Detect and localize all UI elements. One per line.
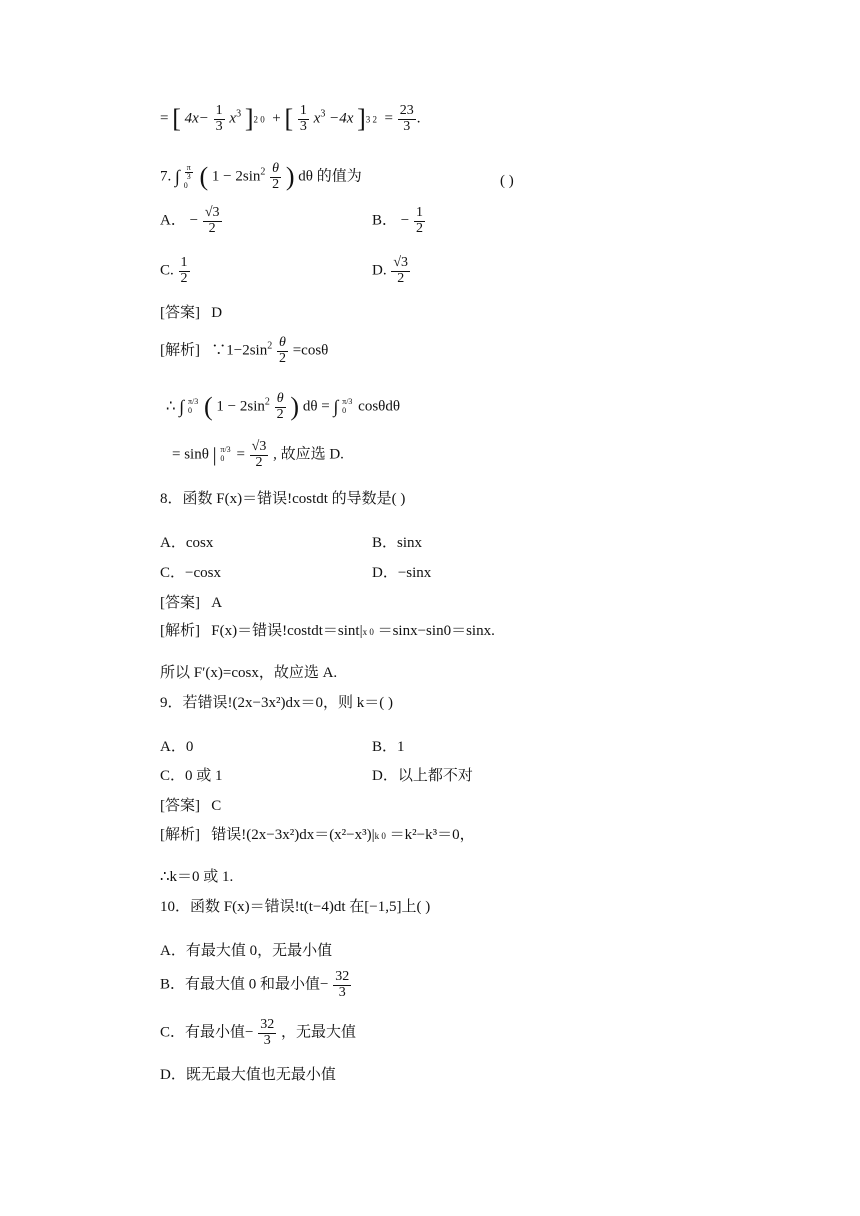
analysis-line-2 [166,392,400,422]
integrand: 1 − 2sin [211,168,261,185]
option-b: B．sinx [372,535,423,551]
expression: dθ = [302,398,330,415]
option-label: D. [372,262,387,279]
option-c: C．−cosx [160,565,221,581]
denominator: 2 [415,220,423,236]
question-text: 的值为 [316,168,362,185]
term: x [313,110,321,127]
numerator: θ [272,161,280,176]
denominator: 2 [208,220,216,236]
numerator: √3 [393,255,409,270]
integral-sign: ∫ [333,396,339,417]
expression: ＝k²−k³＝0， [389,827,475,843]
numerator: 1 [215,103,223,118]
denominator: 2 [397,270,405,286]
analysis-label: [解析] [160,623,200,639]
left-bracket: [ [284,104,294,134]
limits: 2 0 [253,114,265,125]
numerator: 23 [399,103,414,118]
minus-sign: − [189,212,199,229]
therefore-sign: ∴ [166,398,176,415]
integral-limits [184,164,194,191]
evaluation-bar: | [212,444,217,467]
question-number: 7. [160,168,172,185]
integral-sign: ∫ [179,396,185,417]
analysis-line-3 [172,440,344,470]
numerator: 32 [335,969,350,984]
question-10: 10．函数 F(x)＝错误!t(t−4)dt 在[−1,5]上( ) [160,899,431,915]
answer-value: D [211,305,223,321]
answer-paren: ( ) [500,173,514,189]
option-b [160,970,352,1000]
option-label: C. [160,262,174,279]
integrand: cosθdθ [358,398,401,415]
denominator: 2 [255,454,263,470]
evaluation-limits [220,446,230,464]
option-d: D．既无最大值也无最小值 [160,1067,336,1083]
exponent: 3 [236,108,242,120]
fraction [298,104,309,134]
period: . [416,110,421,127]
right-paren: ) [290,392,300,422]
analysis-line [160,826,475,844]
expression: 错误!(2x−3x²)dx＝(x²−x³)| [211,827,375,843]
option-label: B． [372,212,398,229]
exponent: 2 [267,340,273,352]
fraction [275,392,286,422]
answer-label: [答案] [160,305,200,321]
upper-limit: π/3 [220,445,231,455]
term: −4x [329,110,354,127]
option-text: B．有最大值 0 和最小值− [160,976,329,993]
option-d: D．以上都不对 [372,768,473,784]
fraction [203,206,222,236]
question-8: 8．函数 F(x)＝错误!costdt 的导数是( ) [160,491,406,507]
denominator: 3 [403,118,411,134]
answer-line [160,594,222,612]
numerator: √3 [204,205,220,220]
option-a: A．cosx [160,535,214,551]
integral-sign: ∫ [175,166,180,187]
answer-label: [答案] [160,595,200,611]
equals-sign: = [160,110,169,127]
expression: F(x)＝错误!costdt＝sint| [211,623,363,639]
left-paren: ( [199,162,209,192]
option-d [372,256,411,286]
denominator: 2 [180,270,188,286]
denominator: 3 [338,984,346,1000]
option-d: D．−sinx [372,565,432,581]
limits: x 0 [362,627,374,637]
lower-limit: 0 [220,454,225,464]
option-c [160,256,191,286]
fraction [270,162,281,192]
denominator: 3 [299,118,307,134]
numerator: π [186,162,191,172]
answer-line [160,304,222,322]
upper-limit: π/3 [187,397,199,407]
fraction [214,104,225,134]
analysis-line-1 [160,336,328,366]
denominator: 3 [215,118,223,134]
answer-line [160,797,221,815]
question-7 [160,162,362,192]
analysis-line [160,622,495,640]
denominator: 2 [276,406,284,422]
integral-limits [342,398,352,416]
conclusion: ∴k＝0 或 1. [160,869,234,885]
answer-value: A [211,595,223,611]
option-a: A．0 [160,739,194,755]
fraction [333,970,351,1000]
numerator: 1 [299,103,307,118]
denominator: 2 [272,176,280,192]
fraction [250,440,269,470]
term: x [229,110,237,127]
numerator: θ [279,335,286,350]
answer-label: [答案] [160,798,200,814]
expression: ∵1−2sin [211,342,268,359]
exponent: 2 [264,396,270,408]
option-label: A． [160,212,186,229]
limits: k 0 [374,831,386,841]
integral-limits [188,398,198,416]
conclusion: 所以 F′(x)=cosx，故应选 A. [160,665,338,681]
option-text: C．有最小值− [160,1024,254,1041]
expression: = sinθ [172,446,209,463]
numerator: √3 [251,439,267,454]
exponent: 2 [260,166,266,178]
right-bracket: ] [244,104,254,134]
minus-sign: − [400,212,410,229]
answer-value: C [211,798,222,814]
denominator: 3 [186,172,191,182]
upper-limit: π/3 [342,397,353,407]
lower-limit: 0 [183,180,188,190]
numerator: 1 [180,255,188,270]
option-b: B．1 [372,739,405,755]
term: 4x− [184,110,209,127]
denominator: 2 [278,350,286,366]
fraction [179,256,190,286]
right-bracket: ] [357,104,366,134]
exponent: 3 [320,108,326,120]
option-c: C．0 或 1 [160,768,223,784]
upper-limit [185,164,193,182]
numerator: 1 [415,205,423,220]
plus-sign: + [272,110,281,127]
option-b [372,206,426,236]
option-a: A．有最大值 0，无最小值 [160,943,333,959]
fraction [391,256,410,286]
fraction [277,336,288,366]
equation-line-0 [160,104,421,134]
question-9: 9．若错误!(2x−3x²)dx＝0，则 k＝( ) [160,695,393,711]
limits: 3 2 [365,114,378,125]
differential: dθ [298,168,313,185]
expression: , 故应选 D. [273,446,344,463]
left-paren: ( [204,392,213,422]
denominator: 3 [263,1032,271,1048]
analysis-label: [解析] [160,342,200,359]
option-text: ，无最大值 [280,1024,356,1041]
expression: ＝sinx−sin0＝sinx. [377,623,495,639]
lower-limit: 0 [342,406,347,416]
equals-sign: = [236,446,245,463]
analysis-label: [解析] [160,827,200,843]
numerator: 32 [260,1017,275,1032]
option-c [160,1018,356,1048]
equals-sign: = [384,110,393,127]
integrand: 1 − 2sin [216,398,265,415]
option-a [160,206,223,236]
lower-limit: 0 [187,406,192,416]
expression: =cosθ [292,342,329,359]
left-bracket: [ [172,104,181,134]
numerator: θ [276,391,284,406]
fraction [414,206,425,236]
fraction [398,104,416,134]
fraction [258,1018,276,1048]
right-paren: ) [285,162,295,192]
